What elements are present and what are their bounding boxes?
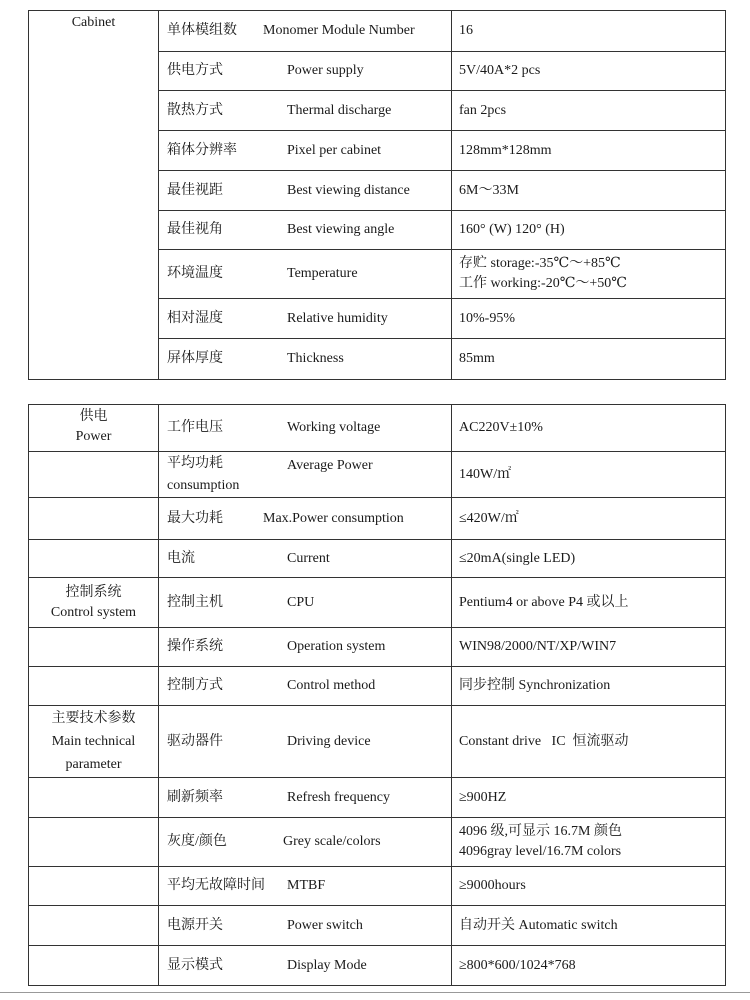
spec-name-cn: 灰度/颜色 bbox=[167, 834, 227, 849]
spec-name-en: Average Power bbox=[287, 458, 373, 473]
category-label: Cabinet bbox=[71, 15, 116, 30]
spec-name-en: Display Mode bbox=[287, 957, 367, 973]
spec-name-en: Control method bbox=[287, 678, 376, 693]
spec-name-en: Working voltage bbox=[287, 420, 381, 435]
spec-value: Pentium4 or above P4 或以上 bbox=[452, 578, 726, 628]
spec-name-en: Operation system bbox=[287, 639, 386, 654]
spec-name-en: Power switch bbox=[287, 917, 363, 933]
spec-name-en: Pixel per cabinet bbox=[287, 142, 382, 158]
spec-description bbox=[159, 867, 452, 906]
table-row bbox=[29, 667, 726, 706]
category-empty bbox=[29, 818, 159, 867]
spec-description bbox=[159, 452, 452, 498]
spec-name-en: Thickness bbox=[287, 351, 344, 366]
spec-name-en: Thermal discharge bbox=[287, 102, 392, 118]
category-label-cn: 控制系统 bbox=[65, 584, 122, 600]
spec-description bbox=[159, 498, 452, 540]
category-empty bbox=[29, 452, 159, 498]
spec-description bbox=[159, 628, 452, 667]
spec-description bbox=[159, 578, 452, 628]
spec-name-en: Max.Power consumption bbox=[263, 510, 404, 526]
spec-name-en: Temperature bbox=[287, 266, 358, 281]
technical-spec-table bbox=[28, 404, 726, 986]
category-main-technical bbox=[29, 706, 159, 778]
spec-description bbox=[159, 299, 452, 339]
spec-name-cn: 散热方式 bbox=[167, 102, 223, 118]
spec-name-cn: 最佳视角 bbox=[167, 222, 223, 237]
spec-name-en: Relative humidity bbox=[287, 310, 388, 326]
category-label-en: Power bbox=[75, 429, 112, 444]
spec-value: WIN98/2000/NT/XP/WIN7 bbox=[452, 628, 726, 667]
category-empty bbox=[29, 906, 159, 946]
spec-description bbox=[159, 706, 452, 778]
spec-description bbox=[159, 52, 452, 91]
spec-name-cn: 驱动器件 bbox=[167, 733, 223, 749]
spec-value: 自动开关 Automatic switch bbox=[452, 906, 726, 946]
spec-name-en-cont: consumption bbox=[167, 477, 240, 493]
spec-description bbox=[159, 250, 452, 299]
spec-name-cn: 屏体厚度 bbox=[167, 351, 223, 366]
spec-name-cn: 单体模组数 bbox=[167, 23, 237, 38]
spec-description bbox=[159, 906, 452, 946]
table-row bbox=[29, 452, 726, 498]
spec-value: ≥900HZ bbox=[452, 778, 726, 818]
spec-value: 128mm*128mm bbox=[452, 131, 726, 171]
category-control-system bbox=[29, 578, 159, 628]
table-row bbox=[29, 11, 726, 52]
spec-description bbox=[159, 11, 452, 52]
category-power bbox=[29, 405, 159, 452]
spec-name-en: Driving device bbox=[287, 733, 371, 749]
spec-description bbox=[159, 171, 452, 211]
value-line: 工作 working:-20℃～+50℃ bbox=[459, 276, 627, 291]
spec-value: AC220V±10% bbox=[452, 405, 726, 452]
spec-name-cn: 控制方式 bbox=[167, 678, 223, 693]
table-row bbox=[29, 405, 726, 452]
spec-value: 10%-95% bbox=[452, 299, 726, 339]
table-row bbox=[29, 818, 726, 867]
spec-value bbox=[452, 818, 726, 867]
spec-name-cn: 相对湿度 bbox=[167, 310, 223, 326]
spec-value: ≤420W/㎡ bbox=[452, 498, 726, 540]
page-bottom-divider bbox=[0, 992, 750, 993]
spec-description bbox=[159, 778, 452, 818]
spec-description bbox=[159, 946, 452, 986]
spec-description bbox=[159, 91, 452, 131]
spec-description bbox=[159, 211, 452, 250]
spec-name-cn: 电流 bbox=[167, 550, 195, 566]
table-row bbox=[29, 540, 726, 578]
table-row bbox=[29, 498, 726, 540]
spec-description bbox=[159, 405, 452, 452]
spec-value: 160° (W) 120° (H) bbox=[452, 211, 726, 250]
table-row bbox=[29, 628, 726, 667]
spec-value: Constant drive IC 恒流驱动 bbox=[452, 706, 726, 778]
category-empty bbox=[29, 946, 159, 986]
spec-value: 同步控制 Synchronization bbox=[452, 667, 726, 706]
spec-name-cn: 最大功耗 bbox=[167, 510, 223, 526]
spec-name-cn: 显示模式 bbox=[167, 957, 223, 973]
spec-name-cn: 环境温度 bbox=[167, 266, 223, 281]
spec-name-en: Current bbox=[287, 550, 330, 566]
spec-name-cn: 工作电压 bbox=[167, 420, 223, 435]
spec-value bbox=[452, 250, 726, 299]
table-row bbox=[29, 906, 726, 946]
spec-value: ≤20mA(single LED) bbox=[452, 540, 726, 578]
spec-value: ≥800*600/1024*768 bbox=[452, 946, 726, 986]
category-cabinet bbox=[29, 11, 159, 380]
spec-name-en: MTBF bbox=[287, 878, 326, 893]
table-row bbox=[29, 778, 726, 818]
spec-value: 85mm bbox=[452, 339, 726, 380]
spec-value: 140W/㎡ bbox=[452, 452, 726, 498]
spec-name-cn: 箱体分辨率 bbox=[167, 142, 237, 158]
value-line: 4096gray level/16.7M colors bbox=[459, 844, 622, 859]
spec-value: ≥9000hours bbox=[452, 867, 726, 906]
spec-name-en: Monomer Module Number bbox=[263, 23, 415, 38]
value-line: 存贮 storage:-35℃～+85℃ bbox=[459, 256, 621, 271]
spec-name-en: Best viewing distance bbox=[287, 182, 410, 198]
spec-value: 16 bbox=[452, 11, 726, 52]
category-empty bbox=[29, 498, 159, 540]
spec-name-en: Refresh frequency bbox=[287, 789, 391, 805]
value-line: 4096 级,可显示 16.7M 颜色 bbox=[459, 824, 622, 839]
spec-description bbox=[159, 667, 452, 706]
cabinet-spec-table bbox=[28, 10, 726, 380]
spec-name-cn: 电源开关 bbox=[167, 917, 223, 933]
spec-description bbox=[159, 540, 452, 578]
category-empty bbox=[29, 867, 159, 906]
category-empty bbox=[29, 778, 159, 818]
spec-description bbox=[159, 131, 452, 171]
spec-name-cn: 刷新频率 bbox=[167, 789, 223, 805]
table-row bbox=[29, 578, 726, 628]
category-empty bbox=[29, 540, 159, 578]
category-label-en-cont: parameter bbox=[65, 756, 122, 772]
spec-name-en: Best viewing angle bbox=[287, 222, 395, 237]
category-empty bbox=[29, 628, 159, 667]
spec-value: fan 2pcs bbox=[452, 91, 726, 131]
spec-name-en: Power supply bbox=[287, 63, 364, 78]
spec-name-cn: 最佳视距 bbox=[167, 182, 223, 198]
spec-name-en: CPU bbox=[287, 594, 315, 610]
spec-name-cn: 控制主机 bbox=[167, 594, 223, 610]
table-row bbox=[29, 706, 726, 778]
category-label-cn: 供电 bbox=[79, 409, 108, 424]
category-label-cn: 主要技术参数 bbox=[51, 710, 136, 726]
spec-name-cn: 操作系统 bbox=[167, 639, 223, 654]
category-label-en: Main technical bbox=[51, 733, 136, 749]
table-row bbox=[29, 946, 726, 986]
spec-name-cn: 平均功耗 bbox=[167, 455, 223, 471]
spec-name-en: Grey scale/colors bbox=[283, 834, 381, 849]
spec-value: 6M～33M bbox=[452, 171, 726, 211]
table-row bbox=[29, 867, 726, 906]
spec-description bbox=[159, 818, 452, 867]
spec-name-cn: 供电方式 bbox=[167, 63, 223, 78]
category-label-en: Control system bbox=[50, 604, 137, 620]
spec-value: 5V/40A*2 pcs bbox=[452, 52, 726, 91]
spec-description bbox=[159, 339, 452, 380]
spec-name-cn: 平均无故障时间 bbox=[167, 878, 265, 893]
category-empty bbox=[29, 667, 159, 706]
